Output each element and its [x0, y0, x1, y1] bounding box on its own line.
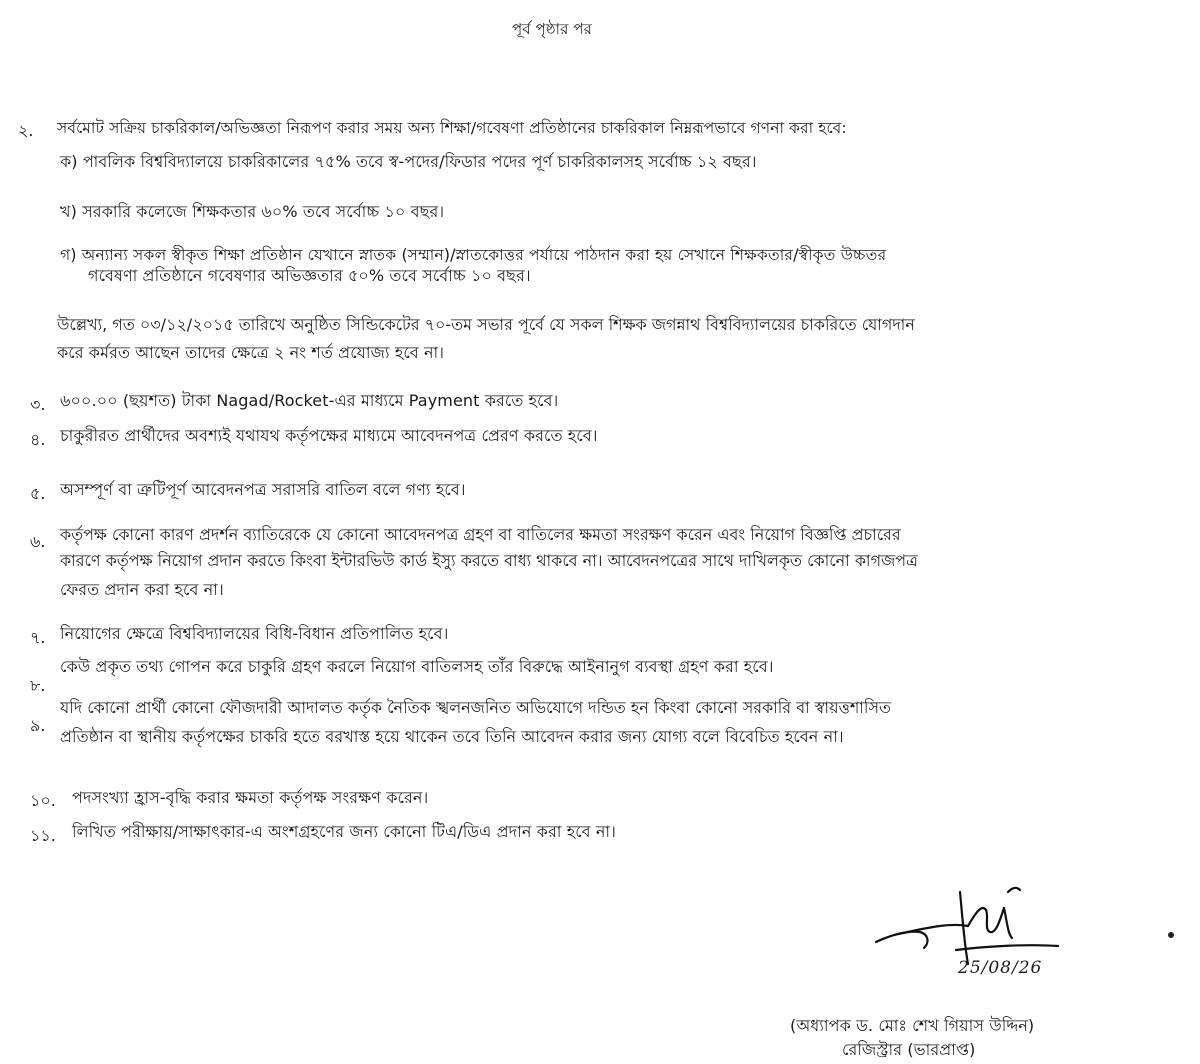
- item-number: ৩.: [30, 395, 46, 414]
- item-text: ফেরত প্রদান করা হবে না।: [60, 580, 224, 599]
- item-text: প্রতিষ্ঠান বা স্থানীয় কর্তৃপক্ষের চাকরি হতে বরখাস্ত হয়ে থাকেন তবে তিনি আবেদন করার জন্য যোগ্য বলে বিবেচিত হবেন না।: [60, 727, 844, 746]
- item-text: কর্তৃপক্ষ কোনো কারণ প্রদর্শন ব্যাতিরেকে যে কোনো আবেদনপত্র গ্রহণ বা বাতিলের ক্ষমতা সংরক্ষণ করেন এবং নিয়োগ বিজ্ঞপ্তি প্রচারের: [60, 525, 901, 544]
- item-text: সর্বমোট সক্রিয় চাকরিকাল/অভিজ্ঞতা নিরূপণ করার সময় অন্য শিক্ষা/গবেষণা প্রতিষ্ঠানের চাকরিকাল নিম্নরূপভাবে গণনা করা হবে:: [57, 119, 847, 137]
- subitem-text: গবেষণা প্রতিষ্ঠানে গবেষণার অভিজ্ঞতার ৫০% তবে সর্বোচ্চ ১০ বছর।: [88, 266, 531, 285]
- item-text: যদি কোনো প্রার্থী কোনো ফৌজদারী আদালত কর্তৃক নৈতিক স্খলনজনিত অভিযোগে দন্ডিত হন কিংবা কোনো সরকারি বা স্বায়ত্তশাসিত: [60, 698, 891, 717]
- subitem-text: খ) সরকারি কলেজে শিক্ষকতার ৬০% তবে সর্বোচ্চ ১০ বছর।: [60, 202, 445, 221]
- item-number: ২.: [18, 121, 34, 140]
- continued-header: পূর্ব পৃষ্ঠার পর: [512, 20, 592, 38]
- item-number: ৭.: [30, 628, 46, 647]
- signatory-name: (অধ্যাপক ড. মোঃ শেখ গিয়াস উদ্দিন): [790, 1016, 1035, 1035]
- signature-date: 25/08/26: [958, 958, 1043, 978]
- item-number: ৯.: [30, 716, 46, 735]
- signatory-designation: রেজিস্ট্রার (ভারপ্রাপ্ত): [842, 1040, 976, 1059]
- item-number: ৪.: [30, 430, 46, 449]
- item-text: লিখিত পরীক্ষায়/সাক্ষাৎকার-এ অংশগ্রহণের জন্য কোনো টিএ/ডিএ প্রদান করা হবে না।: [72, 822, 616, 841]
- item-text: কারণে কর্তৃপক্ষ নিয়োগ প্রদান করতে কিংবা ইন্টারভিউ কার্ড ইস্যু করতে বাধ্য থাকবে না। আবেদনপত্রের সাথে দাখিলকৃত কোনো কাগজপত্র: [60, 551, 918, 570]
- note-text: উল্লেখ্য, গত ০৩/১২/২০১৫ তারিখে অনুষ্ঠিত সিন্ডিকেটের ৭০-তম সভার পূর্বে যে সকল শিক্ষক জগন্নাথ বিশ্ববিদ্যালয়ের চাকরিতে যোগদান: [57, 315, 915, 334]
- subitem-text: ক) পাবলিক বিশ্ববিদ্যালয়ে চাকরিকালের ৭৫% তবে স্ব-পদের/ফিডার পদের পূর্ণ চাকরিকালসহ সর্বোচ্চ ১২ বছর।: [60, 152, 757, 171]
- note-text: করে কর্মরত আছেন তাদের ক্ষেত্রে ২ নং শর্ত প্রযোজ্য হবে না।: [57, 343, 445, 362]
- item-text: চাকুরীরত প্রার্থীদের অবশ্যই যথাযথ কর্তৃপক্ষের মাধ্যমে আবেদনপত্র প্রেরণ করতে হবে।: [60, 426, 598, 445]
- ink-mark: [1168, 932, 1174, 938]
- item-text: অসম্পূর্ণ বা ত্রুটিপূর্ণ আবেদনপত্র সরাসরি বাতিল বলে গণ্য হবে।: [60, 480, 466, 499]
- item-text: নিয়োগের ক্ষেত্রে বিশ্ববিদ্যালয়ের বিধি-বিধান প্রতিপালিত হবে।: [60, 624, 449, 643]
- item-number: ১১.: [30, 826, 56, 845]
- item-number: ৫.: [30, 484, 46, 503]
- subitem-text: গ) অন্যান্য সকল স্বীকৃত শিক্ষা প্রতিষ্ঠান যেখানে স্নাতক (সম্মান)/স্নাতকোত্তর পর্যায়ে পাঠদান করা হয় সেখানে শিক্ষকতার/স্বীকৃত উচ্চতর: [60, 245, 887, 264]
- item-text: ৬০০.০০ (ছয়শত) টাকা Nagad/Rocket-এর মাধ্যমে Payment করতে হবে।: [60, 391, 559, 410]
- item-number: ৬.: [30, 532, 46, 551]
- item-number: ১০.: [30, 791, 56, 810]
- item-number: ৮.: [30, 676, 46, 695]
- item-text: পদসংখ্যা হ্রাস-বৃদ্ধি করার ক্ষমতা কর্তৃপক্ষ সংরক্ষণ করেন।: [72, 788, 429, 807]
- item-text: কেউ প্রকৃত তথ্য গোপন করে চাকুরি গ্রহণ করলে নিয়োগ বাতিলসহ তাঁর বিরুদ্ধে আইনানুগ ব্যবস্থা গ্রহণ করা হবে।: [60, 657, 774, 676]
